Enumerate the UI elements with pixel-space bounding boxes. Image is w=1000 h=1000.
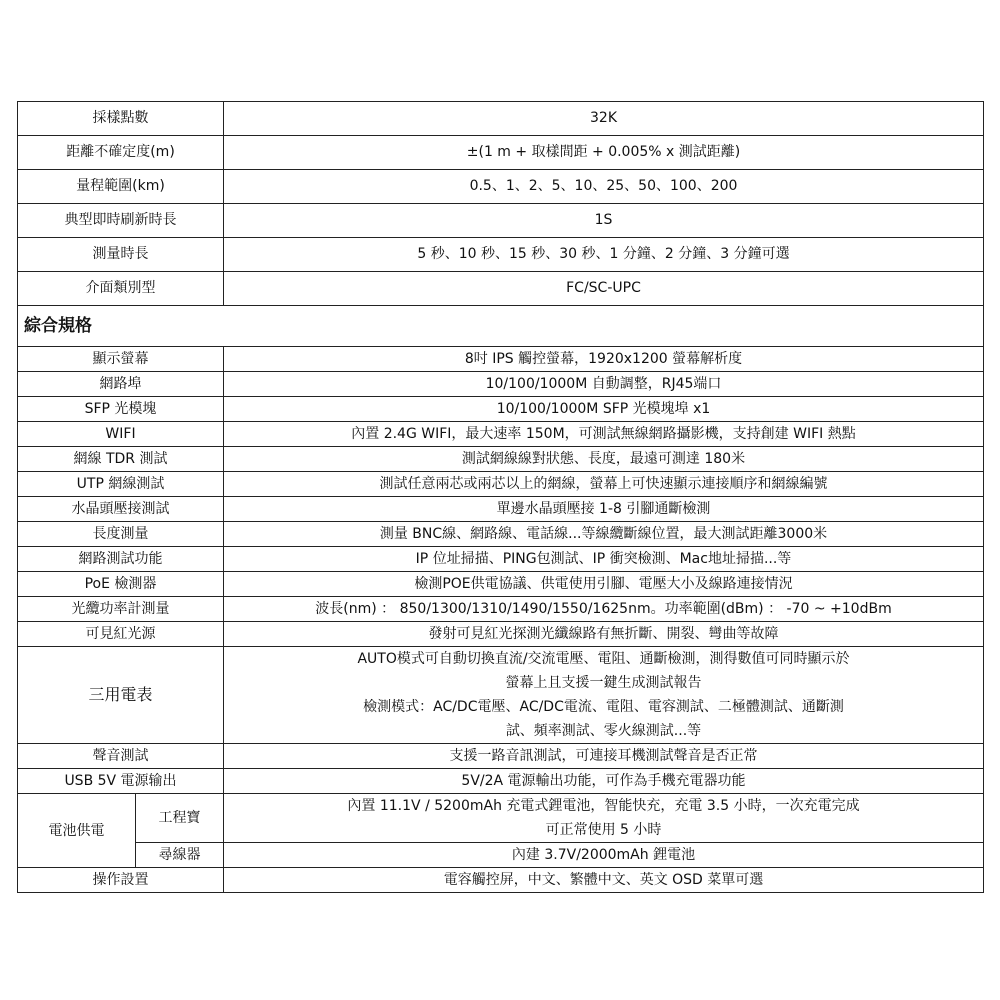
table-row	[18, 204, 984, 238]
row-value: 5V/2A 電源輸出功能，可作為手機充電器功能	[224, 769, 984, 794]
table-row	[18, 238, 984, 272]
table-row-multimeter	[18, 647, 984, 744]
table-row	[18, 472, 984, 497]
battery-finder-value: 內建 3.7V/2000mAh 鋰電池	[224, 843, 984, 868]
row-label: 光纜功率計測量	[18, 597, 224, 622]
row-label: 距離不確定度(m)	[18, 136, 224, 170]
table-row	[18, 572, 984, 597]
row-label: 介面類別型	[18, 272, 224, 306]
table-row	[18, 102, 984, 136]
table-row	[18, 769, 984, 794]
battery-main-label: 工程寶	[136, 794, 224, 843]
table-row	[18, 422, 984, 447]
multimeter-line: 檢測模式：AC/DC電壓、AC/DC電流、電阻、電容測試、二極體測試、通斷測	[363, 699, 844, 715]
row-value: 10/100/1000M 自動調整，RJ45端口	[224, 372, 984, 397]
table-row	[18, 397, 984, 422]
row-value: 發射可見紅光探測光纖線路有無折斷、開裂、彎曲等故障	[224, 622, 984, 647]
row-label: 網路埠	[18, 372, 224, 397]
table-row	[18, 497, 984, 522]
multimeter-line: 螢幕上且支援一鍵生成測試報告	[505, 675, 702, 691]
table-row	[18, 347, 984, 372]
table-row	[18, 170, 984, 204]
row-label: PoE 檢測器	[18, 572, 224, 597]
table-row	[18, 447, 984, 472]
row-value	[224, 647, 984, 744]
row-value: 測量 BNC線、網路線、電話線...等線纜斷線位置，最大測試距離3000米	[224, 522, 984, 547]
row-label: UTP 網線測試	[18, 472, 224, 497]
row-label: USB 5V 電源输出	[18, 769, 224, 794]
row-value: 測試網線線對狀態、長度，最遠可測達 180米	[224, 447, 984, 472]
row-value: 波長(nm) ： 850/1300/1310/1490/1550/1625nm。功率範圍(dBm) ： -70 ~ +10dBm	[224, 597, 984, 622]
table-row-battery	[18, 794, 984, 843]
row-value: 5 秒、10 秒、15 秒、30 秒、1 分鐘、2 分鐘、3 分鐘可選	[224, 238, 984, 272]
table-row	[18, 597, 984, 622]
row-label: 網路測試功能	[18, 547, 224, 572]
row-label: 三用電表	[18, 647, 224, 744]
row-value: 測試任意兩芯或兩芯以上的網線，螢幕上可快速顯示連接順序和網線編號	[224, 472, 984, 497]
battery-finder-label: 尋線器	[136, 843, 224, 868]
row-value: FC/SC-UPC	[224, 272, 984, 306]
row-value: 8吋 IPS 觸控螢幕，1920x1200 螢幕解析度	[224, 347, 984, 372]
row-label: 典型即時刷新時長	[18, 204, 224, 238]
multimeter-line: 試、頻率測試、零火線測試...等	[505, 723, 702, 739]
row-value: 單邊水晶頭壓接 1-8 引腳通斷檢測	[224, 497, 984, 522]
table-row	[18, 868, 984, 893]
row-label: 可見紅光源	[18, 622, 224, 647]
table-row	[18, 744, 984, 769]
battery-line: 內置 11.1V / 5200mAh 充電式鋰電池，智能快充，充電 3.5 小時，一次充電完成	[347, 798, 860, 814]
row-value: 32K	[224, 102, 984, 136]
row-value: 內置 2.4G WIFI，最大速率 150M，可測試無線網路攝影機，支持創建 WIFI 熱點	[224, 422, 984, 447]
row-value: 電容觸控屏，中文、繁體中文、英文 OSD 菜單可選	[224, 868, 984, 893]
row-label: 網線 TDR 測試	[18, 447, 224, 472]
section-header-row	[18, 306, 984, 347]
row-value: 0.5、1、2、5、10、25、50、100、200	[224, 170, 984, 204]
table-row	[18, 372, 984, 397]
section-title: 綜合規格	[18, 306, 984, 347]
table-row	[18, 522, 984, 547]
row-value: ±(1 m + 取樣間距 + 0.005% x 測試距離)	[224, 136, 984, 170]
row-label: 測量時長	[18, 238, 224, 272]
row-value: 1S	[224, 204, 984, 238]
battery-line: 可正常使用 5 小時	[545, 822, 662, 838]
row-value: 檢測POE供電協議、供電使用引腳、電壓大小及線路連接情況	[224, 572, 984, 597]
row-label: 水晶頭壓接測試	[18, 497, 224, 522]
table-row	[18, 622, 984, 647]
spec-sheet	[17, 101, 983, 893]
table-row	[18, 272, 984, 306]
row-value: 10/100/1000M SFP 光模塊埠 x1	[224, 397, 984, 422]
row-label: 聲音測試	[18, 744, 224, 769]
row-value: IP 位址掃描、PING包測試、IP 衝突檢測、Mac地址掃描...等	[224, 547, 984, 572]
row-label: 量程範圍(km)	[18, 170, 224, 204]
battery-main-value	[224, 794, 984, 843]
row-label: 長度測量	[18, 522, 224, 547]
row-label: SFP 光模塊	[18, 397, 224, 422]
battery-label: 電池供電	[18, 794, 136, 868]
row-value: 支援一路音訊測試，可連接耳機測試聲音是否正常	[224, 744, 984, 769]
row-label: WIFI	[18, 422, 224, 447]
table-row	[18, 843, 984, 868]
spec-table	[17, 101, 984, 893]
table-row	[18, 547, 984, 572]
row-label: 採樣點數	[18, 102, 224, 136]
row-label: 顯示螢幕	[18, 347, 224, 372]
table-row	[18, 136, 984, 170]
row-label: 操作設置	[18, 868, 224, 893]
multimeter-line: AUTO模式可自動切換直流/交流電壓、電阻、通斷檢測，測得數值可同時顯示於	[357, 651, 850, 667]
